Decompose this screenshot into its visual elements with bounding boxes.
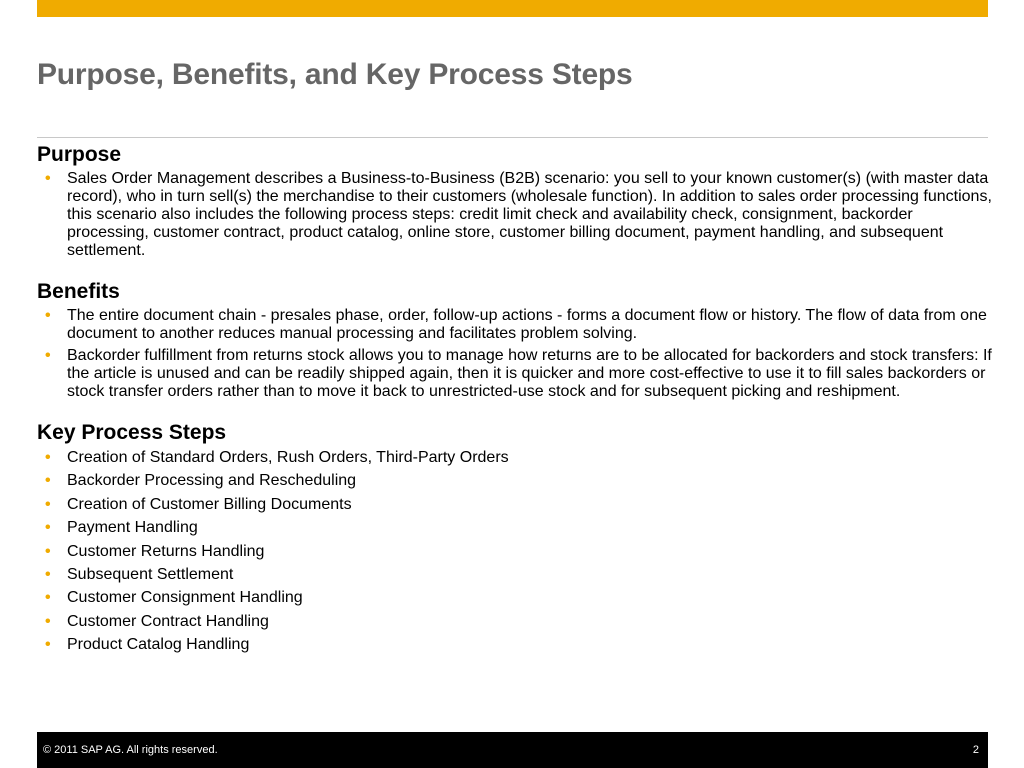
bullet-dot-icon: •: [45, 347, 51, 364]
bullet-text: Backorder Processing and Rescheduling: [67, 472, 357, 490]
bullet-text: Payment Handling: [67, 519, 198, 537]
bullet-text: Customer Contract Handling: [67, 612, 269, 630]
purpose-section: [37, 142, 992, 260]
list-item: [37, 495, 992, 514]
bullet-text: Creation of Customer Billing Documents: [67, 495, 352, 513]
bullet-dot-icon: •: [45, 170, 51, 187]
list-item: [37, 612, 992, 631]
list-item: [37, 518, 992, 537]
list-item: [37, 588, 992, 607]
bullet-dot-icon: •: [45, 612, 51, 630]
list-item: [37, 170, 992, 260]
bullet-text: Creation of Standard Orders, Rush Orders, Third-Party Orders: [67, 449, 509, 466]
bullet-text: The entire document chain - presales phase, order, follow-up actions - forms a document flow or history. The flow of data from one document to another reduces manual processing and facilitates problem solving.: [67, 307, 987, 342]
list-item: [37, 347, 992, 401]
list-item: [37, 448, 992, 467]
list-item: [37, 635, 992, 654]
bullet-text: Product Catalog Handling: [67, 636, 250, 654]
top-accent-bar: [37, 0, 988, 17]
key-process-steps-list: [37, 448, 992, 654]
bullet-dot-icon: •: [45, 449, 51, 466]
title-divider: [37, 137, 988, 138]
bullet-dot-icon: •: [45, 495, 51, 513]
bullet-text: Subsequent Settlement: [67, 565, 234, 583]
slide-title: Purpose, Benefits, and Key Process Steps: [37, 58, 633, 91]
list-item: [37, 565, 992, 584]
slide-content: [37, 142, 992, 659]
bullet-dot-icon: •: [45, 589, 51, 607]
footer-bar: [37, 732, 988, 768]
bullet-dot-icon: •: [45, 565, 51, 583]
bullet-text: Sales Order Management describes a Business-to-Business (B2B) scenario: you sell to your known customer(s) (with master data record), who in turn sell(s) the merchandise to their customers (wholesale function). In addition to sales order processing functions, this scenario also includes the following process steps: credit limit check and availability check, consignment, backorder processing, customer contract, product catalog, online store, customer billing document, payment handling, and subsequent settlement.: [67, 170, 992, 259]
bullet-text: Customer Consignment Handling: [67, 589, 303, 607]
bullet-text: Backorder fulfillment from returns stock allows you to manage how returns are to be allocated for backorders and stock transfers: If the article is unused and can be readily shipped again, then it is quicker and more cost-effective to use it to fill sales backorders or stock transfer orders rather than to move it back to unrestricted-use stock and for subsequent picking and reshipment.: [67, 347, 992, 400]
bullet-dot-icon: •: [45, 636, 51, 654]
key-process-steps-heading: Key Process Steps: [37, 421, 227, 444]
bullet-text: Customer Returns Handling: [67, 542, 265, 560]
bullet-dot-icon: •: [45, 472, 51, 490]
benefits-bullet-list: [37, 307, 992, 401]
bullet-dot-icon: •: [45, 542, 51, 560]
key-process-steps-section: [37, 420, 992, 654]
copyright-text: © 2011 SAP AG. All rights reserved.: [43, 744, 218, 756]
purpose-heading: Purpose: [37, 143, 122, 166]
benefits-section: [37, 279, 992, 401]
bullet-dot-icon: •: [45, 307, 51, 324]
bullet-dot-icon: •: [45, 519, 51, 537]
list-item: [37, 542, 992, 561]
list-item: [37, 307, 992, 343]
page-number: 2: [972, 744, 979, 756]
list-item: [37, 471, 992, 490]
purpose-bullet-list: [37, 170, 992, 260]
benefits-heading: Benefits: [37, 280, 120, 303]
